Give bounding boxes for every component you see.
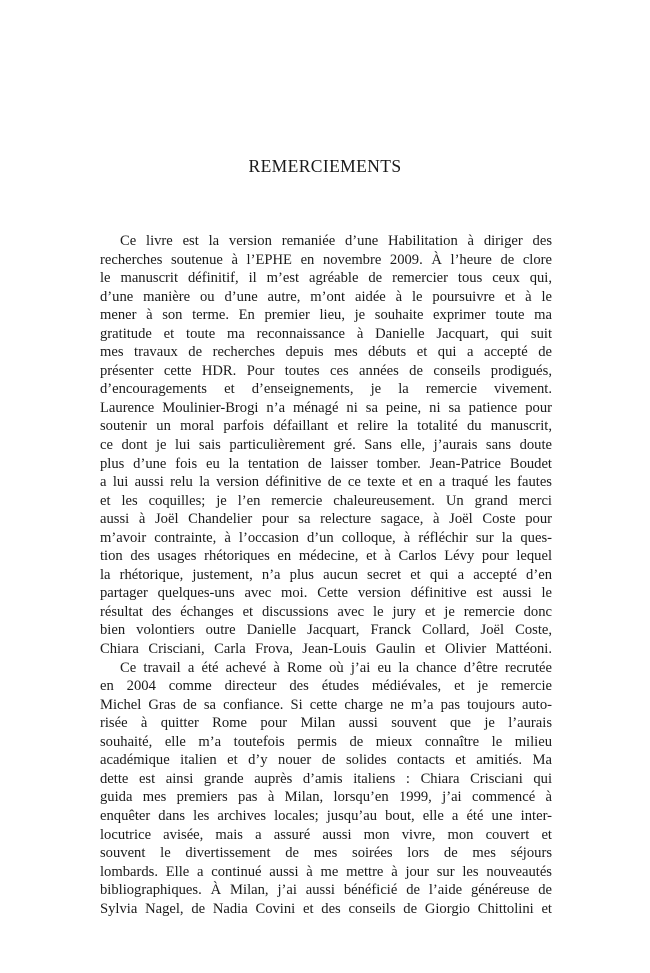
text-line: bien volontiers outre Danielle Jacquart, Franck Collard, Joël Coste, — [100, 622, 552, 639]
text-line: recherches soutenue à l’EPHE en novembre 2009. À l’heure de clore — [100, 251, 552, 268]
text-line: guida mes premiers pas à Milan, lorsqu’en 1999, j’ai commencé à — [100, 789, 552, 806]
text-line: lombards. Elle a continué aussi à me mettre à jour sur les nouveautés — [100, 863, 552, 880]
text-line: mener à son terme. En premier lieu, je souhaite exprimer toute ma — [100, 307, 552, 324]
text-line: d’encouragements et d’enseignements, je la remercie vivement. — [100, 381, 552, 398]
text-line: et les coquilles; je l’en remercie chaleureusement. Un grand merci — [100, 492, 552, 509]
page-title: REMERCIEMENTS — [248, 156, 402, 176]
body-text — [100, 232, 552, 918]
text-line: locutrice avisée, mais a assuré aussi mon vivre, mon couvert et — [100, 826, 552, 843]
text-line: Chiara Crisciani, Carla Frova, Jean-Louis Gaulin et Olivier Mattéoni. — [100, 641, 552, 658]
text-line: le manuscrit définitif, il m’est agréable de remercier tous ceux qui, — [100, 270, 552, 287]
text-line: partager quelques-uns avec moi. Cette version définitive est aussi le — [100, 585, 552, 602]
text-line: Laurence Moulinier-Brogi n’a ménagé ni sa peine, ni sa patience pour — [100, 399, 552, 416]
text-line: bibliographiques. À Milan, j’ai aussi bénéficié de l’aide généreuse de — [100, 882, 552, 899]
text-line: ce dont je lui sais particulièrement gré. Sans elle, j’aurais sans doute — [100, 437, 552, 454]
text-line: présenter cette HDR. Pour toutes ces années de conseils prodigués, — [100, 362, 552, 379]
text-line: résultat des échanges et discussions avec le jury et je remercie donc — [100, 603, 552, 620]
text-line: tion des usages rhétoriques en médecine, et à Carlos Lévy pour lequel — [100, 548, 552, 565]
text-line: aussi à Joël Chandelier pour sa relecture sagace, à Joël Coste pour — [100, 511, 552, 528]
text-line: Sylvia Nagel, de Nadia Covini et des conseils de Giorgio Chittolini et — [100, 900, 552, 917]
text-line: la rhétorique, justement, n’a plus aucun secret et qui a accepté d’en — [100, 566, 552, 583]
text-line: souhaité, elle m’a toutefois permis de mieux connaître le milieu — [100, 733, 552, 750]
text-line: mes travaux de recherches depuis mes débuts et qui a accepté de — [100, 344, 552, 361]
text-line: d’une manière ou d’une autre, m’ont aidée à le poursuivre et à le — [100, 288, 552, 305]
text-line: dette est ainsi grande auprès d’amis italiens : Chiara Crisciani qui — [100, 770, 552, 787]
text-line: risée à quitter Rome pour Milan aussi souvent que je l’aurais — [100, 715, 552, 732]
text-line: m’avoir contrainte, à l’occasion d’un colloque, à réfléchir sur la ques- — [100, 529, 552, 546]
text-line: Ce travail a été achevé à Rome où j’ai eu la chance d’être recrutée — [120, 659, 552, 676]
text-line: gratitude et toute ma reconnaissance à Danielle Jacquart, qui suit — [100, 325, 552, 342]
text-line: Ce livre est la version remaniée d’une Habilitation à diriger des — [120, 233, 552, 249]
text-line: en 2004 comme directeur des études médiévales, et je remercie — [100, 678, 552, 695]
text-line: enquêter dans les archives locales; jusqu’au bout, elle a été une inter- — [100, 807, 552, 824]
text-line: Michel Gras de sa confiance. Si cette charge ne m’a pas toujours auto- — [100, 696, 552, 713]
text-line: souvent le divertissement de mes soirées lors de mes séjours — [100, 845, 552, 862]
text-line: a lui aussi relu la version définitive de ce texte et en a traqué les fautes — [100, 474, 552, 491]
text-line: plus d’une fois eu la tentation de laisser tomber. Jean-Patrice Boudet — [100, 455, 552, 472]
text-line: soutenir un moral parfois défaillant et relire la totalité du manuscrit, — [100, 418, 552, 435]
text-line: académique italien et d’y nouer de solides contacts et amitiés. Ma — [100, 752, 552, 769]
